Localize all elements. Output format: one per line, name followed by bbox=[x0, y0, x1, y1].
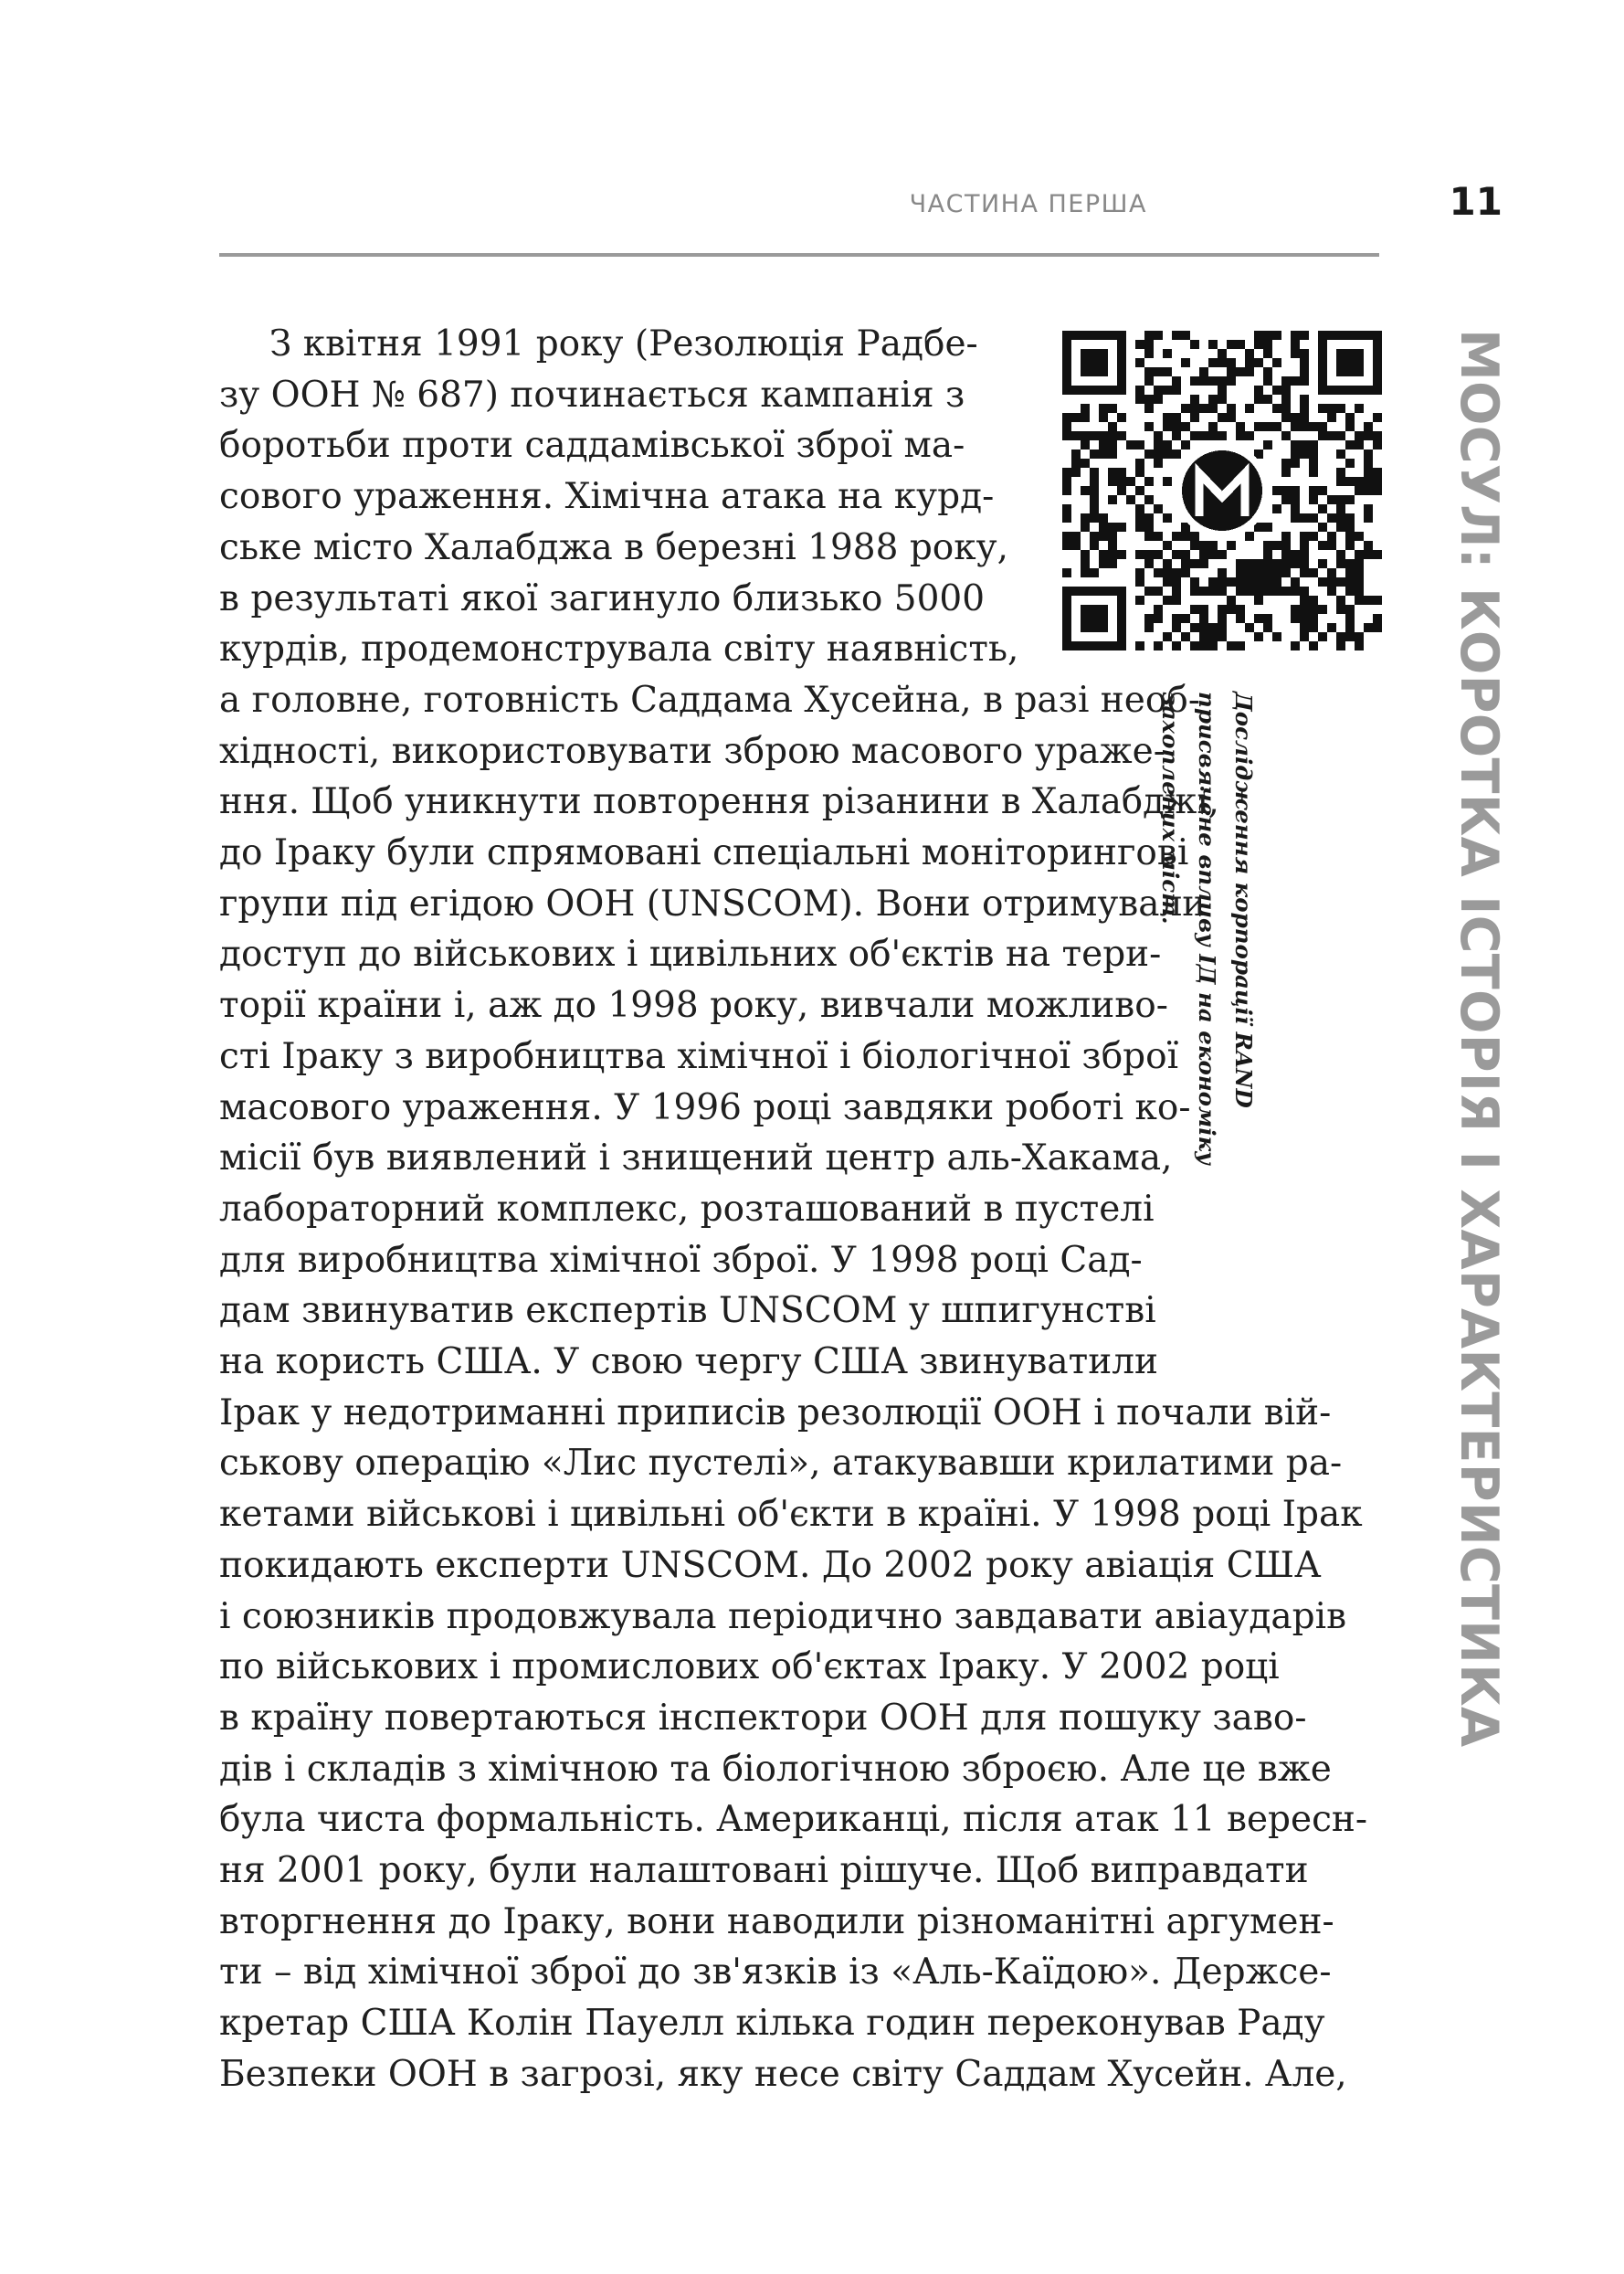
body-line: дів і складів з хімічною та біологічною зброєю. Але це вже bbox=[219, 1748, 1332, 1790]
body-line: сового ураження. Хімічна атака на курд- bbox=[219, 476, 995, 518]
body-line: ськову операцію «Лис пустелі», атакувавши крилатими ра- bbox=[219, 1443, 1343, 1485]
qr-caption: Дослідження корпорації RAND присвячене впливу ІД на економіку захоплених міст. bbox=[1157, 692, 1257, 1165]
body-line: курдів, продемонструвала світу наявність, bbox=[219, 629, 1019, 671]
body-line: кетами військові і цивільні об'єкти в країні. У 1998 році Ірак bbox=[219, 1494, 1363, 1536]
body-line: і союзників продовжувала періодично завдавати авіаударів bbox=[219, 1595, 1347, 1637]
body-line: кретар США Колін Пауелл кілька годин переконував Раду bbox=[219, 2003, 1325, 2045]
body-line: на користь США. У свою чергу США звинуватили bbox=[219, 1341, 1158, 1382]
page-number: 11 bbox=[1449, 179, 1503, 224]
body-line: в результаті якої загинуло близько 5000 bbox=[219, 577, 986, 619]
body-line: масового ураження. У 1996 році завдяки роботі ко- bbox=[219, 1086, 1191, 1128]
body-line: по військових і промислових об'єктах Іраку. У 2002 році bbox=[219, 1646, 1280, 1688]
body-line: доступ до військових і цивільних об'єктів на тери- bbox=[219, 934, 1162, 976]
body-line: хідності, використовувати зброю масового ураже- bbox=[219, 730, 1165, 772]
body-line: ння. Щоб уникнути повторення різанини в Халабджі, bbox=[219, 781, 1219, 823]
body-line: зу ООН № 687) починається кампанія з bbox=[219, 374, 965, 416]
body-line: була чиста формальність. Американці, після атак 11 вересн- bbox=[219, 1799, 1368, 1841]
body-line: ня 2001 року, були налаштовані рішуче. Щоб виправдати bbox=[219, 1850, 1309, 1891]
body-line: а головне, готовність Саддама Хусейна, в разі необ- bbox=[219, 679, 1201, 721]
body-line: місії був виявлений і знищений центр аль-Хакама, bbox=[219, 1137, 1173, 1179]
body-line: для виробництва хімічної зброї. У 1998 році Сад- bbox=[219, 1239, 1143, 1281]
body-line: дам звинуватив експертів UNSCOM у шпигунстві bbox=[219, 1290, 1156, 1332]
body-line: вторгнення до Іраку, вони наводили різноманітні аргумен- bbox=[219, 1900, 1334, 1942]
body-line: лабораторний комплекс, розташований в пустелі bbox=[219, 1188, 1155, 1230]
side-title: МОСУЛ: КОРОТКА ІСТОРІЯ І ХАРАКТЕРИСТИКА bbox=[1449, 329, 1509, 1748]
body-line: торії країни і, аж до 1998 року, вивчали можливо- bbox=[219, 985, 1168, 1027]
body-line: ти – від хімічної зброї до зв'язків із «Аль-Каїдою». Держсе- bbox=[219, 1951, 1332, 1994]
header-rule bbox=[219, 253, 1379, 257]
body-line: покидають експерти UNSCOM. До 2002 року авіація США bbox=[219, 1544, 1322, 1586]
body-line: групи під егідою ООН (UNSCOM). Вони отримували bbox=[219, 883, 1207, 925]
body-line: Ірак у недотриманні приписів резолюції ООН і почали вій- bbox=[219, 1391, 1332, 1433]
body-line: боротьби проти саддамівської зброї ма- bbox=[219, 425, 965, 467]
body-line: ське місто Халабджа в березні 1988 року, bbox=[219, 526, 1008, 568]
body-line: в країну повертаються інспектори ООН для пошуку заво- bbox=[219, 1697, 1307, 1739]
running-header-section: ЧАСТИНА ПЕРША bbox=[909, 190, 1147, 218]
body-line: З квітня 1991 року (Резолюція Радбе- bbox=[269, 323, 978, 365]
qr-logo-icon bbox=[1175, 443, 1270, 538]
body-line: Безпеки ООН в загрозі, яку несе світу Саддам Хусейн. Але, bbox=[219, 2053, 1347, 2095]
body-line: до Іраку були спрямовані спеціальні моніторингові bbox=[219, 832, 1189, 873]
body-line: сті Іраку з виробництва хімічної і біологічної зброї bbox=[219, 1035, 1179, 1077]
qr-code bbox=[1062, 331, 1382, 650]
